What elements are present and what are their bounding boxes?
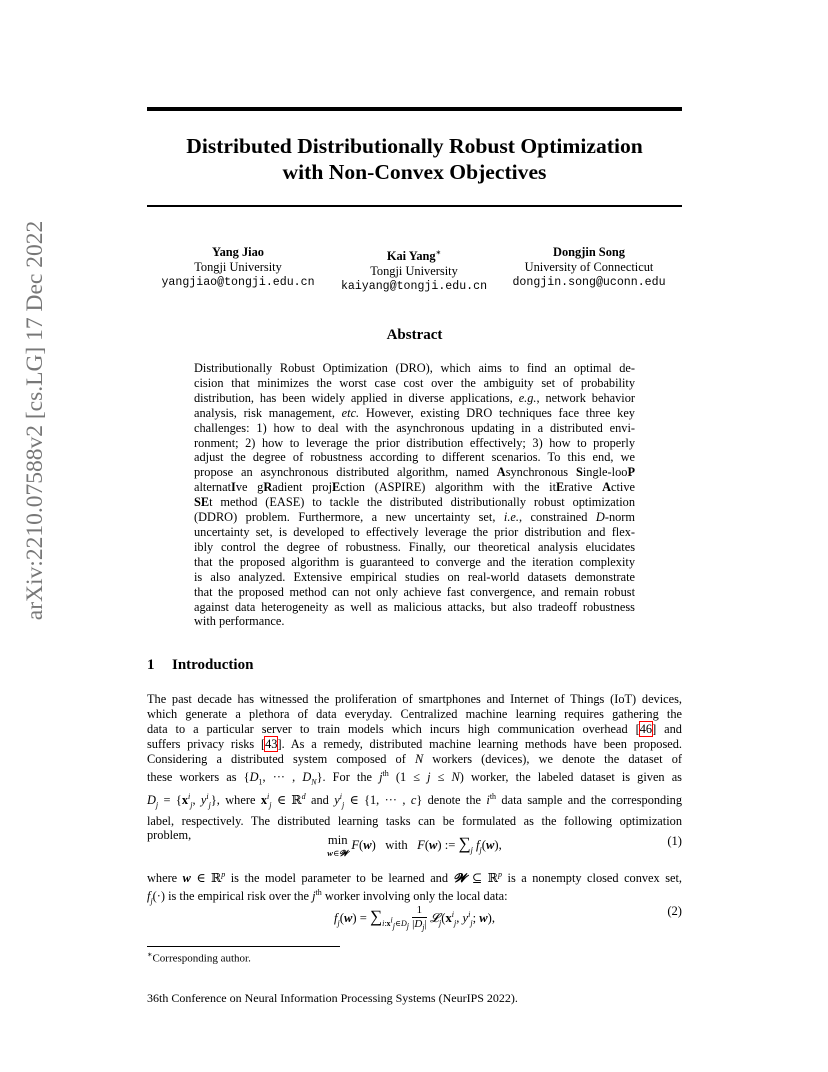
abstract-line: challenges: 1) how to deal with the asynchronous updating in a distributed envi-	[194, 420, 635, 435]
footnote-rule	[147, 946, 340, 947]
body-line: suffers privacy risks [43]. As a remedy, distributed machine learning methods have been proposed.	[147, 736, 682, 751]
author-block-2	[319, 245, 509, 294]
abstract-line: cision that minimizes the worst case cost over the ambiguity set of probability	[194, 375, 635, 390]
abstract-line: ibly control the degree of robustness. Finally, our theoretical analysis elucidates	[194, 539, 635, 554]
abstract-heading: Abstract	[386, 327, 443, 343]
abstract-line: that the proposed method can not only achieve fast convergence, and remain robust	[194, 584, 635, 599]
author-block-1	[143, 245, 333, 290]
title-top-rule	[147, 107, 682, 111]
citation-link[interactable]: 43	[265, 736, 278, 751]
body-line: label, respectively. The distributed learning tasks can be formulated as the following optimization	[147, 813, 682, 828]
section-heading	[147, 657, 253, 674]
equation-2	[147, 904, 682, 933]
body-line: which generate a plethora of data everyday. Centralized machine learning requires gathering the	[147, 706, 682, 721]
title-line-1: Distributed Distributionally Robust Optimization	[186, 134, 643, 158]
abstract-line: propose an asynchronous distributed algorithm, named Asynchronous Single-looP	[194, 465, 635, 480]
equation-2-number: (2)	[667, 904, 682, 918]
abstract-line: that the proposed algorithm is guaranteed to converge and the iteration complexity	[194, 554, 635, 569]
equation-2-body: $f_j(w) = \sum_{i:x^i_j\in D_j}$ $\frac{1}{|D_j|}$ $𝓛_j(x^i_j$, $y^i_j$; w),	[334, 904, 495, 933]
author-block-3	[494, 245, 684, 290]
author-name: Dongjin Song	[553, 245, 625, 259]
equation-1-number: (1)	[667, 834, 682, 848]
abstract-line: ronment; 2) how to leverage the prior distribution effectively; 3) how to properly	[194, 435, 635, 450]
body-line: $D_j = \{x^i_j$, $y^i_j$}, where $x^i_j$ ∈ ℝ$^d$ and $y^i_j$ ∈ {1, ··· , c} denote the $i^{th}$ data sample and the corresponding	[147, 792, 682, 810]
section-title: Introduction	[172, 657, 254, 673]
paper-title	[147, 133, 682, 185]
abstract-line: with performance.	[194, 614, 285, 629]
author-email[interactable]: kaiyang@tongji.edu.cn	[340, 280, 488, 294]
section-number: 1	[147, 657, 155, 673]
body-line: $f_j(\cdot)$ is the empirical risk over the $j^{th}$ worker involving only the local data:	[147, 888, 508, 906]
title-line-2: with Non-Convex Objectives	[282, 160, 547, 184]
equation-1	[147, 834, 682, 858]
body-line: data to a particular server to train models which incurs high communication overhead [46] and	[147, 721, 682, 736]
abstract-line: alternatIve gRadient projEction (ASPIRE) algorithm with the itErative Active	[194, 480, 635, 495]
body-line: The past decade has witnessed the proliferation of smartphones and Internet of Things (IoT) devices,	[147, 692, 682, 706]
body-line: problem,	[147, 828, 192, 843]
citation-link[interactable]: 46	[639, 721, 653, 736]
body-line: Considering a distributed system composed of N workers (devices), we denote the dataset of	[147, 751, 682, 766]
title-bottom-rule	[147, 205, 682, 207]
abstract-line: Distributionally Robust Optimization (DRO), which aims to find an optimal de-	[194, 361, 635, 375]
abstract-line: analysis, risk management, etc. However, existing DRO techniques face three key	[194, 405, 635, 420]
intro-paragraph	[147, 692, 682, 843]
arxiv-id: arXiv:2210.07588v2 [cs.LG] 17 Dec 2022	[22, 220, 49, 620]
author-name: Kai Yang∗	[386, 248, 442, 264]
abstract-line: against data heterogeneity as well as malicious attacks, but also tradeoff robustness	[194, 599, 635, 614]
author-affiliation: Tongji University	[194, 260, 282, 274]
author-email[interactable]: dongjin.song@uconn.edu	[512, 276, 666, 289]
abstract-line: (DDRO) problem. Furthermore, a new uncertainty set, i.e., constrained D-norm	[194, 510, 636, 525]
author-email[interactable]: yangjiao@tongji.edu.cn	[161, 276, 315, 289]
author-affiliation: Tongji University	[370, 264, 458, 279]
abstract-line: adjust the degree of robustness according to different scenarios. To this end, we	[194, 450, 635, 465]
body-line: where w ∈ ℝ$^p$ is the model parameter to be learned and 𝓦 ⊆ ℝ$^p$ is a nonempty closed convex set,	[147, 870, 682, 886]
author-affiliation: University of Connecticut	[524, 260, 654, 274]
arxiv-stamp	[14, 60, 58, 780]
body-line: these workers as {$D_1$, ··· , $D_N$}. For the $j^{th}$ (1 ≤ j ≤ N) worker, the labeled dataset is given as	[147, 768, 682, 787]
equation-1-body: min w∈𝓦 F(w) with F(w) := $\sum_j$ $f_j(w)$,	[327, 833, 502, 858]
abstract-line: is also analyzed. Extensive empirical studies on real-world datasets demonstrate	[194, 569, 635, 584]
abstract-line: distribution, has been widely applied in diverse applications, e.g., network behavior	[194, 390, 635, 405]
abstract-line: uncertainty set, is developed to effectively leverage the prior distribution and flex-	[194, 524, 635, 539]
author-name: Yang Jiao	[212, 245, 264, 259]
abstract-body	[194, 361, 635, 629]
abstract-line: SEt method (EASE) to tackle the distributed distributionally robust optimization	[194, 495, 635, 510]
footnote: ∗Corresponding author.	[147, 950, 251, 965]
conference-note: 36th Conference on Neural Information Processing Systems (NeurIPS 2022).	[147, 991, 518, 1005]
